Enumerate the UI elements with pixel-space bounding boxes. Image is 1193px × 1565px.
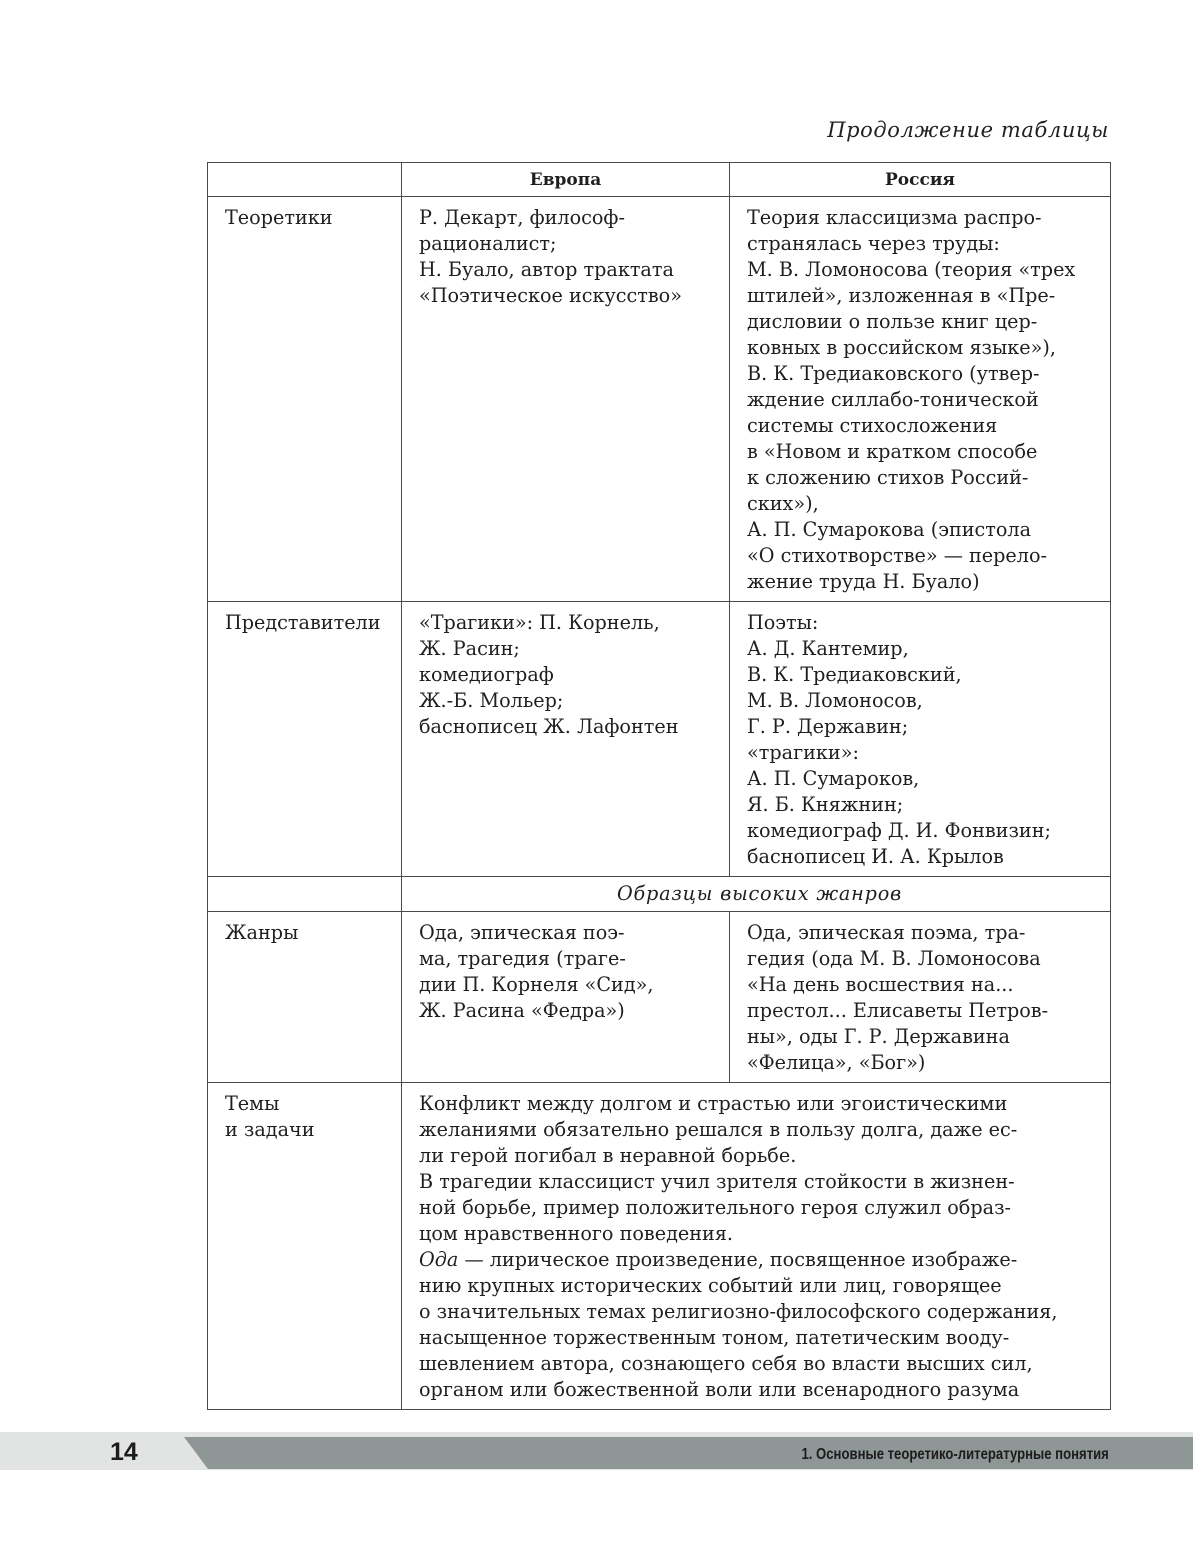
cell-russia <box>730 602 1111 877</box>
text-line: Р. Декарт, философ- <box>419 206 625 229</box>
chapter-title: 1. Основные теоретико-литературные понятия <box>801 1446 1109 1463</box>
text-line: ковных в российском языке»), <box>747 336 1056 359</box>
text-line: А. П. Сумарокова (эпистола <box>747 518 1032 541</box>
text-line: дии П. Корнеля «Сид», <box>419 973 654 996</box>
ode-term-rest: — лирическое произведение, посвященное изображе- <box>458 1248 1018 1271</box>
text-line: ждение силлабо-тонической <box>747 388 1039 411</box>
text-line: Темы <box>225 1092 280 1115</box>
text-line: Ода, эпическая поэма, тра- <box>747 921 1026 944</box>
text-line: «Поэтическое искусство» <box>419 284 682 307</box>
text-line: рационалист; <box>419 232 557 255</box>
header-empty-cell <box>208 163 402 197</box>
row-label <box>208 1083 402 1410</box>
text-line: Ж. Расина «Федра») <box>419 999 625 1022</box>
text-line: в «Новом и кратком способе <box>747 440 1038 463</box>
row-label <box>208 912 402 1083</box>
row-label <box>208 197 402 602</box>
ode-definition-line <box>419 1247 1100 1273</box>
table-header-row <box>208 163 1111 197</box>
text-line: комедиограф Д. И. Фонвизин; <box>747 819 1051 842</box>
row-label <box>208 602 402 877</box>
text-line: А. Д. Кантемир, <box>747 637 909 660</box>
text-line: системы стихосложения <box>747 414 998 437</box>
row-subheader <box>208 877 1111 912</box>
cell-russia <box>730 197 1111 602</box>
text-line: В. К. Тредиаковского (утвер- <box>747 362 1040 385</box>
text-line: Н. Буало, автор трактата <box>419 258 674 281</box>
themes-lines-before <box>419 1091 1100 1247</box>
text-line: странялась через труды: <box>747 232 1000 255</box>
text-line: Г. Р. Державин; <box>747 715 909 738</box>
text-line: В. К. Тредиаковский, <box>747 663 962 686</box>
themes-lines-after <box>419 1273 1100 1403</box>
text-line: «На день восшествия на... <box>747 973 1014 996</box>
text-line: баснописец И. А. Крылов <box>747 845 1004 868</box>
subheader-high-genres: Образцы высоких жанров <box>402 877 1111 912</box>
text-line: Ж.-Б. Мольер; <box>419 689 564 712</box>
text-line: «трагики»: <box>747 741 859 764</box>
text-line: цом нравственного поведения. <box>419 1222 734 1245</box>
text-line: ма, трагедия (траге- <box>419 947 626 970</box>
text-line: ских»), <box>747 492 819 515</box>
text-line: шевлением автора, сознающего себя во власти высших сил, <box>419 1352 1033 1375</box>
text-line: Теоретики <box>225 206 333 229</box>
text-line: А. П. Сумароков, <box>747 767 920 790</box>
text-line: Теория классицизма распро- <box>747 206 1042 229</box>
row-genres <box>208 912 1111 1083</box>
text-line: ны», оды Г. Р. Державина <box>747 1025 1010 1048</box>
text-line: штилей», изложенная в «Пре- <box>747 284 1056 307</box>
ode-term: Ода <box>419 1248 459 1271</box>
text-line: желаниями обязательно решался в пользу долга, даже ес- <box>419 1118 1018 1141</box>
text-line: Представители <box>225 611 381 634</box>
header-russia: Россия <box>730 163 1111 197</box>
text-line: престол... Елисаветы Петров- <box>747 999 1049 1022</box>
text-line: комедиограф <box>419 663 554 686</box>
page-number: 14 <box>110 1438 138 1466</box>
text-line: «Фелица», «Бог») <box>747 1051 926 1074</box>
row-theorists <box>208 197 1111 602</box>
text-line: гедия (ода М. В. Ломоносова <box>747 947 1041 970</box>
cell-themes-text <box>402 1083 1111 1410</box>
text-line: о значительных темах религиозно-философского содержания, <box>419 1300 1058 1323</box>
cell-europe <box>402 197 730 602</box>
text-line: М. В. Ломоносова (теория «трех <box>747 258 1076 281</box>
comparison-table <box>207 162 1111 1410</box>
cell-europe <box>402 912 730 1083</box>
text-line: ли герой погибал в неравной борьбе. <box>419 1144 797 1167</box>
row-themes <box>208 1083 1111 1410</box>
text-line: дисловии о пользе книг цер- <box>747 310 1038 333</box>
text-line: Конфликт между долгом и страстью или эгоистическими <box>419 1092 1008 1115</box>
continuation-label: Продолжение таблицы <box>827 118 1109 142</box>
header-europe: Европа <box>402 163 730 197</box>
text-line: Ж. Расин; <box>419 637 520 660</box>
text-line: «Трагики»: П. Корнель, <box>419 611 660 634</box>
text-line: к сложению стихов Россий- <box>747 466 1029 489</box>
subheader-empty-cell <box>208 877 402 912</box>
text-line: М. В. Ломоносов, <box>747 689 923 712</box>
text-line: «О стихотворстве» — перело- <box>747 544 1047 567</box>
text-line: Я. Б. Княжнин; <box>747 793 904 816</box>
text-line: нию крупных исторических событий или лиц, говорящее <box>419 1274 1002 1297</box>
text-line: Поэты: <box>747 611 819 634</box>
text-line: и задачи <box>225 1118 315 1141</box>
text-line: ной борьбе, пример положительного героя служил образ- <box>419 1196 1012 1219</box>
text-line: баснописец Ж. Лафонтен <box>419 715 679 738</box>
text-line: органом или божественной воли или всенародного разума <box>419 1378 1020 1401</box>
cell-russia <box>730 912 1111 1083</box>
text-line: жение труда Н. Буало) <box>747 570 980 593</box>
cell-europe <box>402 602 730 877</box>
row-representatives <box>208 602 1111 877</box>
text-line: насыщенное торжественным тоном, патетическим вооду- <box>419 1326 1010 1349</box>
text-line: В трагедии классицист учил зрителя стойкости в жизнен- <box>419 1170 1015 1193</box>
text-line: Жанры <box>225 921 299 944</box>
text-line: Ода, эпическая поэ- <box>419 921 625 944</box>
